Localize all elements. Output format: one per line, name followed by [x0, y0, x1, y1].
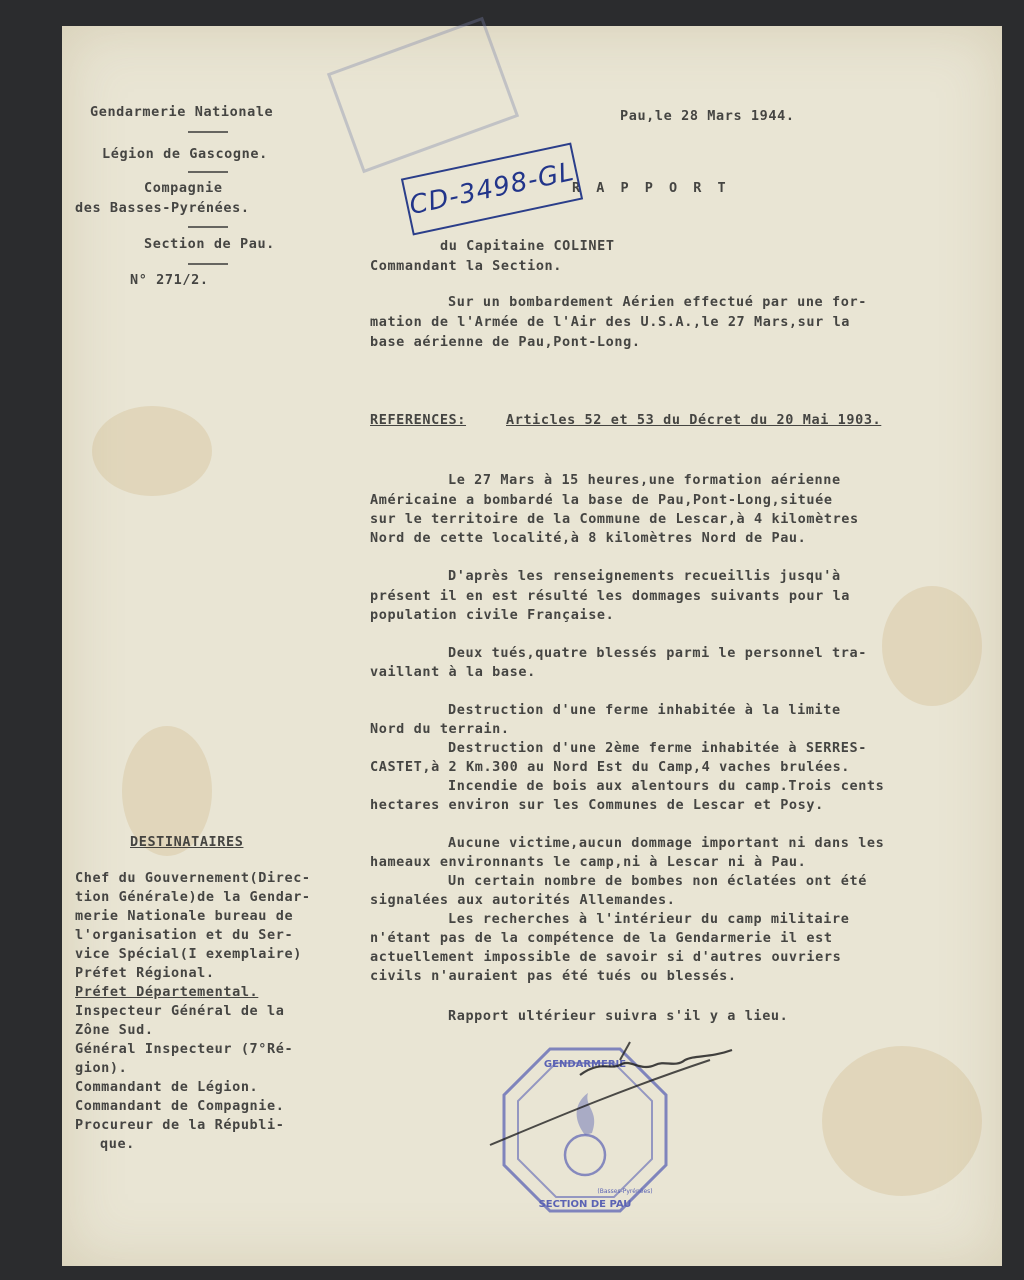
- recipient-line: Zône Sud.: [75, 1022, 154, 1038]
- body-line: D'après les renseignements recueillis jusqu'à: [448, 568, 841, 584]
- separator: [188, 226, 228, 228]
- recipient-line: Chef du Gouvernement(Direc-: [75, 870, 311, 886]
- recipient-line: Inspecteur Général de la: [75, 1003, 285, 1019]
- org-line: Légion de Gascogne.: [102, 146, 268, 162]
- place-date: Pau,le 28 Mars 1944.: [620, 108, 795, 124]
- body-line: Nord du terrain.: [370, 721, 510, 737]
- separator: [188, 263, 228, 265]
- body-line: CASTET,à 2 Km.300 au Nord Est du Camp,4 vaches brulées.: [370, 759, 851, 775]
- body-line: Le 27 Mars à 15 heures,une formation aérienne: [448, 472, 841, 488]
- recipients-title: DESTINATAIRES: [130, 834, 244, 850]
- seal-top-text: GENDARMERIE: [543, 1059, 627, 1070]
- body-line: population civile Française.: [370, 607, 615, 623]
- separator: [188, 171, 228, 173]
- closing-line: Rapport ultérieur suivra s'il y a lieu.: [448, 1008, 789, 1024]
- report-title: R A P P O R T: [572, 180, 730, 196]
- org-line: Compagnie: [144, 180, 223, 196]
- subject-line: Sur un bombardement Aérien effectué par une for-: [448, 294, 867, 310]
- recipient-line: Général Inspecteur (7°Ré-: [75, 1041, 294, 1057]
- recipient-line: Procureur de la Républi-: [75, 1117, 285, 1133]
- body-line: civils n'auraient pas été tués ou blessés.: [370, 968, 737, 984]
- body-line: sur le territoire de la Commune de Lescar,à 4 kilomètres: [370, 511, 859, 527]
- seal-bottom-text: SECTION DE PAU: [538, 1199, 632, 1210]
- author-line: Commandant la Section.: [370, 258, 563, 274]
- recipient-line: Préfet Départemental.: [75, 984, 259, 1000]
- org-line: Section de Pau.: [144, 236, 275, 252]
- body-line: hectares environ sur les Communes de Lescar et Posy.: [370, 797, 824, 813]
- author-line: du Capitaine COLINET: [440, 238, 615, 254]
- recipient-line: Commandant de Légion.: [75, 1079, 259, 1095]
- body-line: Aucune victime,aucun dommage important ni dans les: [448, 835, 885, 851]
- recipient-line: que.: [100, 1136, 135, 1152]
- references-text: Articles 52 et 53 du Décret du 20 Mai 1903.: [506, 412, 882, 428]
- body-line: vaillant à la base.: [370, 664, 536, 680]
- body-line: Américaine a bombardé la base de Pau,Pont-Long,située: [370, 492, 833, 508]
- recipient-line: Préfet Régional.: [75, 965, 215, 981]
- body-line: hameaux environnants le camp,ni à Lescar ni à Pau.: [370, 854, 807, 870]
- signature: [470, 1030, 750, 1170]
- subject-line: base aérienne de Pau,Pont-Long.: [370, 334, 641, 350]
- body-line: Destruction d'une ferme inhabitée à la limite: [448, 702, 841, 718]
- recipient-line: gion).: [75, 1060, 128, 1076]
- subject-line: mation de l'Armée de l'Air des U.S.A.,le 27 Mars,sur la: [370, 314, 851, 330]
- paper-stain: [822, 1046, 982, 1196]
- recipient-line: merie Nationale bureau de: [75, 908, 294, 924]
- body-line: Deux tués,quatre blessés parmi le personnel tra-: [448, 645, 867, 661]
- recipient-line: l'organisation et du Ser-: [75, 927, 294, 943]
- references-label: REFERENCES:: [370, 412, 467, 428]
- separator: [188, 131, 228, 133]
- body-line: Nord de cette localité,à 8 kilomètres Nord de Pau.: [370, 530, 807, 546]
- paper-stain: [882, 586, 982, 706]
- body-line: présent il en est résulté les dommages suivants pour la: [370, 588, 851, 604]
- body-line: Incendie de bois aux alentours du camp.Trois cents: [448, 778, 885, 794]
- archive-stamp: CD-3498-GL: [401, 143, 583, 236]
- body-line: Un certain nombre de bombes non éclatées ont été: [448, 873, 867, 889]
- body-line: Les recherches à l'intérieur du camp militaire: [448, 911, 850, 927]
- seal-small-text: (Basses-Pyrénées): [597, 1188, 653, 1195]
- recipient-line: vice Spécial(I exemplaire): [75, 946, 302, 962]
- body-line: Destruction d'une 2ème ferme inhabitée à SERRES-: [448, 740, 867, 756]
- recipient-line: Commandant de Compagnie.: [75, 1098, 285, 1114]
- body-line: signalées aux autorités Allemandes.: [370, 892, 676, 908]
- body-line: actuellement impossible de savoir si d'autres ouvriers: [370, 949, 842, 965]
- org-line: des Basses-Pyrénées.: [75, 200, 250, 216]
- reference-number: N° 271/2.: [130, 272, 209, 288]
- body-line: n'étant pas de la compétence de la Gendarmerie il est: [370, 930, 833, 946]
- paper-stain: [92, 406, 212, 496]
- recipient-line: tion Générale)de la Gendar-: [75, 889, 311, 905]
- org-line: Gendarmerie Nationale: [90, 104, 274, 120]
